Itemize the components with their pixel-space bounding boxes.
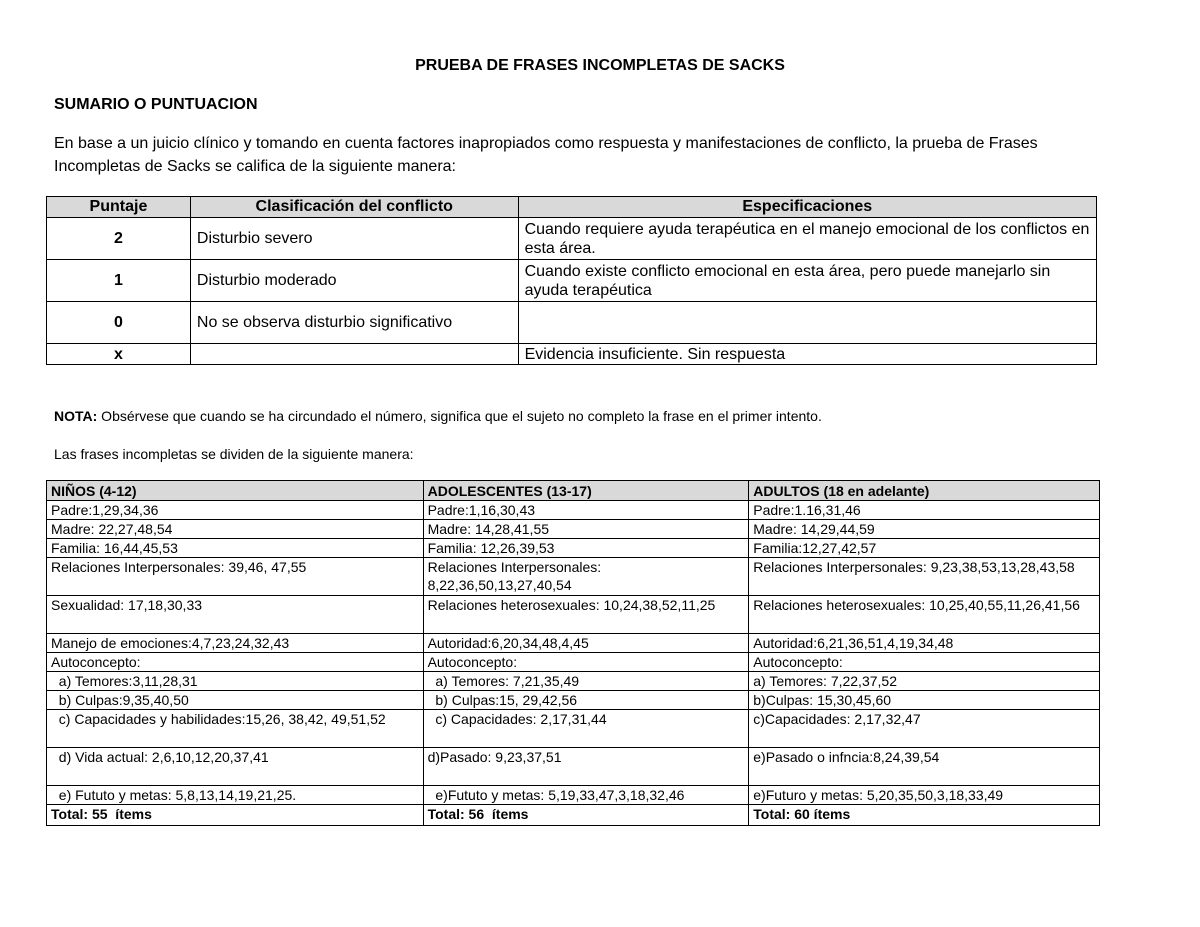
adultos-cell: a) Temores: 7,22,37,52 xyxy=(749,672,1100,691)
header-adolescentes: ADOLESCENTES (13-17) xyxy=(423,481,749,501)
ninos-cell: a) Temores:3,11,28,31 xyxy=(47,672,424,691)
table-row xyxy=(47,634,1100,653)
header-adultos: ADULTOS (18 en adelante) xyxy=(749,481,1100,501)
adultos-cell: c)Capacidades: 2,17,32,47 xyxy=(749,710,1100,748)
adultos-cell: b)Culpas: 15,30,45,60 xyxy=(749,691,1100,710)
table-row xyxy=(47,344,1097,365)
groups-table xyxy=(46,480,1100,826)
table-row xyxy=(47,539,1100,558)
ninos-cell: e) Fututo y metas: 5,8,13,14,19,21,25. xyxy=(47,786,424,805)
ninos-cell: b) Culpas:9,35,40,50 xyxy=(47,691,424,710)
classification-cell: Disturbio moderado xyxy=(190,260,518,302)
adolescentes-cell: Autoridad:6,20,34,48,4,45 xyxy=(423,634,749,653)
ninos-cell: c) Capacidades y habilidades:15,26, 38,42, 49,51,52 xyxy=(47,710,424,748)
adolescentes-cell: Padre:1,16,30,43 xyxy=(423,501,749,520)
groups-table-body xyxy=(47,501,1100,826)
score-table-header-row xyxy=(47,197,1097,218)
table-row xyxy=(47,672,1100,691)
table-row xyxy=(47,558,1100,596)
header-clasificacion: Clasificación del conflicto xyxy=(190,197,518,218)
ninos-cell: Madre: 22,27,48,54 xyxy=(47,520,424,539)
adolescentes-cell: b) Culpas:15, 29,42,56 xyxy=(423,691,749,710)
note-label: NOTA: xyxy=(54,408,98,424)
totals-row xyxy=(47,805,1100,826)
total-cell: Total: 60 ítems xyxy=(749,805,1100,826)
classification-cell: No se observa disturbio significativo xyxy=(190,302,518,344)
total-cell: Total: 56 ítems xyxy=(423,805,749,826)
division-paragraph: Las frases incompletas se dividen de la siguiente manera: xyxy=(54,446,414,462)
page-title: PRUEBA DE FRASES INCOMPLETAS DE SACKS xyxy=(415,57,785,74)
groups-header-row xyxy=(47,481,1100,501)
section-heading: SUMARIO O PUNTUACION xyxy=(54,96,258,113)
adolescentes-cell: d)Pasado: 9,23,37,51 xyxy=(423,748,749,786)
header-especificaciones: Especificaciones xyxy=(518,197,1096,218)
adultos-cell: Autoridad:6,21,36,51,4,19,34,48 xyxy=(749,634,1100,653)
ninos-cell: Sexualidad: 17,18,30,33 xyxy=(47,596,424,634)
specification-cell: Cuando existe conflicto emocional en esta área, pero puede manejarlo sin ayuda terapéutica xyxy=(518,260,1096,302)
adultos-cell: Relaciones Interpersonales: 9,23,38,53,13,28,43,58 xyxy=(749,558,1100,596)
adolescentes-cell: Autoconcepto: xyxy=(423,653,749,672)
adultos-cell: Autoconcepto: xyxy=(749,653,1100,672)
ninos-cell: d) Vida actual: 2,6,10,12,20,37,41 xyxy=(47,748,424,786)
note-paragraph xyxy=(54,408,822,424)
adultos-cell: e)Pasado o infncia:8,24,39,54 xyxy=(749,748,1100,786)
ninos-cell: Relaciones Interpersonales: 39,46, 47,55 xyxy=(47,558,424,596)
adolescentes-cell: e)Fututo y metas: 5,19,33,47,3,18,32,46 xyxy=(423,786,749,805)
adultos-cell: Madre: 14,29,44,59 xyxy=(749,520,1100,539)
intro-paragraph: En base a un juicio clínico y tomando en cuenta factores inapropiados como respuesta y manifestaciones de conflicto, la prueba de Frases Incompletas de Sacks se califica de la siguiente manera: xyxy=(54,135,1038,175)
specification-cell: Cuando requiere ayuda terapéutica en el manejo emocional de los conflictos en esta área. xyxy=(518,218,1096,260)
adolescentes-cell: Relaciones Interpersonales: 8,22,36,50,13,27,40,54 xyxy=(423,558,749,596)
adultos-cell: Padre:1.16,31,46 xyxy=(749,501,1100,520)
classification-cell: Disturbio severo xyxy=(190,218,518,260)
note-text: Obsérvese que cuando se ha circundado el número, significa que el sujeto no completo la frase en el primer intento. xyxy=(97,408,822,424)
table-row xyxy=(47,653,1100,672)
ninos-cell: Padre:1,29,34,36 xyxy=(47,501,424,520)
table-row xyxy=(47,786,1100,805)
table-row xyxy=(47,748,1100,786)
score-table xyxy=(46,196,1097,365)
classification-cell xyxy=(190,344,518,365)
score-cell: 0 xyxy=(47,302,191,344)
adolescentes-cell: Relaciones heterosexuales: 10,24,38,52,11,25 xyxy=(423,596,749,634)
header-puntaje: Puntaje xyxy=(47,197,191,218)
score-cell: 2 xyxy=(47,218,191,260)
total-cell: Total: 55 ítems xyxy=(47,805,424,826)
table-row xyxy=(47,691,1100,710)
specification-cell: Evidencia insuficiente. Sin respuesta xyxy=(518,344,1096,365)
ninos-cell: Manejo de emociones:4,7,23,24,32,43 xyxy=(47,634,424,653)
header-ninos: NIÑOS (4-12) xyxy=(47,481,424,501)
table-row xyxy=(47,520,1100,539)
table-row xyxy=(47,710,1100,748)
table-row xyxy=(47,501,1100,520)
adultos-cell: Familia:12,27,42,57 xyxy=(749,539,1100,558)
score-cell: 1 xyxy=(47,260,191,302)
table-row xyxy=(47,260,1097,302)
adolescentes-cell: Familia: 12,26,39,53 xyxy=(423,539,749,558)
adultos-cell: Relaciones heterosexuales: 10,25,40,55,11,26,41,56 xyxy=(749,596,1100,634)
adolescentes-cell: Madre: 14,28,41,55 xyxy=(423,520,749,539)
table-row xyxy=(47,302,1097,344)
ninos-cell: Familia: 16,44,45,53 xyxy=(47,539,424,558)
table-row xyxy=(47,596,1100,634)
adolescentes-cell: c) Capacidades: 2,17,31,44 xyxy=(423,710,749,748)
ninos-cell: Autoconcepto: xyxy=(47,653,424,672)
score-cell: x xyxy=(47,344,191,365)
table-row xyxy=(47,218,1097,260)
specification-cell xyxy=(518,302,1096,344)
adolescentes-cell: a) Temores: 7,21,35,49 xyxy=(423,672,749,691)
adultos-cell: e)Futuro y metas: 5,20,35,50,3,18,33,49 xyxy=(749,786,1100,805)
